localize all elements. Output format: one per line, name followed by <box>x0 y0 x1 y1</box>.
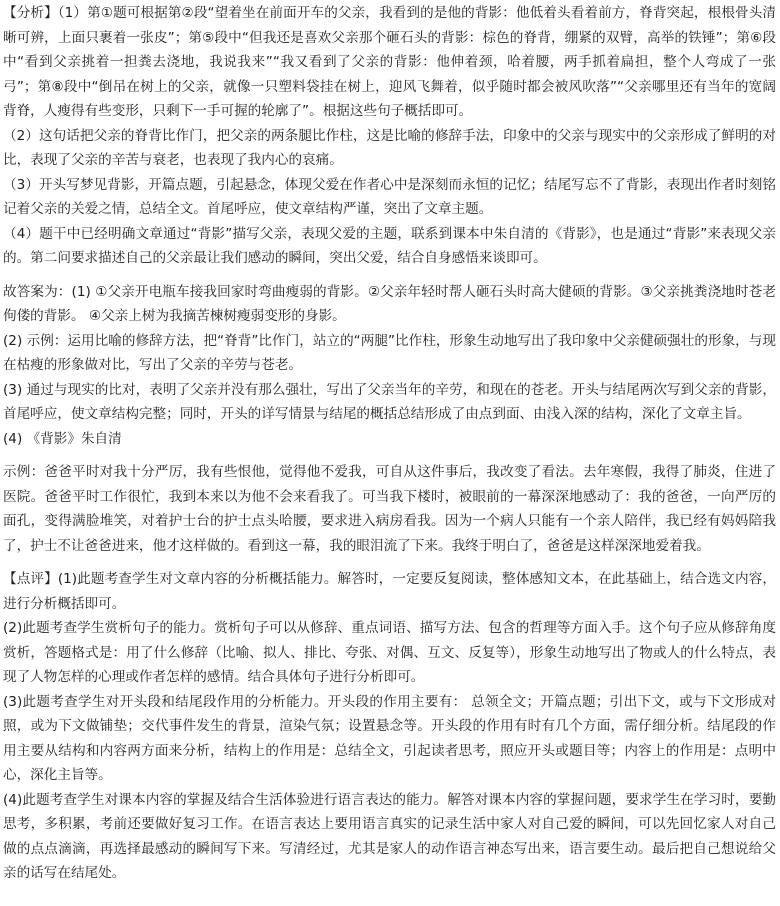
answer-paragraph-1: 故答案为：(1) ①父亲开电瓶车接我回家时弯曲瘦弱的背影。②父亲年轻时帮人砸石头时高大健硕的背影。③父亲挑粪浇地时苍老佝偻的背影。 ④父亲上树为我摘苦楝树瘦弱变形的身影。 <box>3 283 776 324</box>
comment-paragraph-4: (4)此题考查学生对课本内容的掌握及结合生活体验进行语言表达的能力。解答对课本内容的掌握问题，要求学生在学习时，要勤思考，多积累，考前还要做好复习工作。在语言表达上要用语言真实的记录生活中家人对自己爱的瞬间，可以先回忆家人对自己做的点点滴滴，再选择最感动的瞬间写下来。写清经过，尤其是家人的动作语言神态写出来，语言要生动。最后把自己想说给父亲的话写在结尾处。 <box>3 791 776 881</box>
comment-paragraph-3: (3)此题考查学生对开头段和结尾段作用的分析能力。开头段的作用主要有： 总领全文；开篇点题；引出下文，或与下文形成对照，或为下文做铺垫；交代事件发生的背景，渲染气氛；设置悬念等。开头段的作用有时有几个方面，需仔细分析。结尾段的作用主要从结构和内容两方面来分析，结构上的作用是：总结全文，引起读者思考，照应开头或题目等；内容上的作用是：点明中心，深化主旨等。 <box>3 693 776 783</box>
answer-paragraph-2: (2) 示例：运用比喻的修辞方法，把“脊背”比作门，站立的“两腿”比作柱，形象生动地写出了我印象中父亲健硕强壮的形象，与现在枯瘦的形象做对比，写出了父亲的辛劳与苍老。 <box>3 332 776 373</box>
analysis-paragraph-2: （2）这句话把父亲的脊背比作门，把父亲的两条腿比作柱，这是比喻的修辞手法，印象中的父亲与现实中的父亲形成了鲜明的对比，表现了父亲的辛苦与衰老，也表现了我内心的哀痛。 <box>3 127 776 168</box>
analysis-section <box>3 1 776 271</box>
analysis-paragraph-4: （4）题干中已经明确文章通过“背影”描写父亲，表现父爱的主题，联系到课本中朱自清的《背影》，也是通过“背影”来表现父亲的。第二问要求描述自己的父亲最让我们感动的瞬间，突出父爱，结合自身感悟来谈即可。 <box>3 225 776 266</box>
section-gap <box>3 451 776 460</box>
example-section <box>3 460 776 558</box>
analysis-paragraph-3: （3）开头写梦见背影，开篇点题，引起悬念，体现父爱在作者心中是深刻而永恒的记忆；结尾写忘不了背影，表现出作者时刻铭记着父亲的关爱之情，总结全文。首尾呼应，使文章结构严谨，突出了文章主题。 <box>3 176 776 217</box>
example-paragraph: 示例：爸爸平时对我十分严厉，我有些恨他，觉得他不爱我，可自从这件事后，我改变了看法。去年寒假，我得了肺炎，住进了医院。爸爸平时工作很忙，我到本来以为他不会来看我了。可当我下楼时，被眼前的一幕深深地感动了：我的爸爸，一向严厉的面孔，变得满脸堆笑，对着护士台的护士点头哈腰，要求进入病房看我。因为一个病人只能有一个亲人陪伴，我已经有妈妈陪我了，护士不让爸爸进来，他才这样做的。看到这一幕，我的眼泪流了下来。我终于明白了，爸爸是这样深深地爱着我。 <box>3 464 776 554</box>
answer-paragraph-3: (3) 通过与现实的比对，表明了父亲并没有那么强壮，写出了父亲当年的辛劳，和现在的苍老。开头与结尾两次写到父亲的背影，首尾呼应，使文章结构完整；同时，开头的详写情景与结尾的概括总结形成了由点到面、由浅入深的结构，深化了文章主旨。 <box>3 381 776 422</box>
section-gap <box>3 271 776 280</box>
analysis-paragraph-1: 【分析】（1）第①题可根据第②段“望着坐在前面开车的父亲，我看到的是他的背影：他低着头看着前方，脊背突起，根根骨头清晰可辨，上面只裹着一张皮”；第⑤段中“但我还是喜欢父亲那个砸石头的背影：棕色的脊背，绷紧的双臂，高举的铁锤”；第⑥段中“看到父亲挑着一担粪去浇地，我说我来”“我又看到了父亲的背影：他伸着颈，哈着腰，两手抓着扁担，整个人弯成了一张弓”；第⑧段中“倒吊在树上的父亲，就像一只塑料袋挂在树上，迎风飞舞着，似乎随时都会被风吹落”“父亲哪里还有当年的宽阔背脊，人瘦得有些变形，只剩下一手可握的轮廓了”。根据这些句子概括即可。 <box>3 5 776 119</box>
answer-paragraph-4: (4) 《背影》朱自清 <box>3 430 122 447</box>
answer-section <box>3 280 776 452</box>
comment-section <box>3 567 776 886</box>
section-gap <box>3 558 776 567</box>
comment-paragraph-1: 【点评】(1)此题考查学生对文章内容的分析概括能力。解答时，一定要反复阅读，整体感知文本，在此基础上，结合选文内容，进行分析概括即可。 <box>3 571 776 612</box>
comment-paragraph-2: (2)此题考查学生赏析句子的能力。赏析句子可以从修辞、重点词语、描写方法、包含的哲理等方面入手。这个句子应从修辞角度赏析，答题格式是：用了什么修辞（比喻、拟人、排比、夸张、对偶、互文、反复等），形象生动地写出了物或人的什么特点，表现了人物怎样的心理或作者怎样的感情。结合具体句子进行分析即可。 <box>3 620 776 685</box>
